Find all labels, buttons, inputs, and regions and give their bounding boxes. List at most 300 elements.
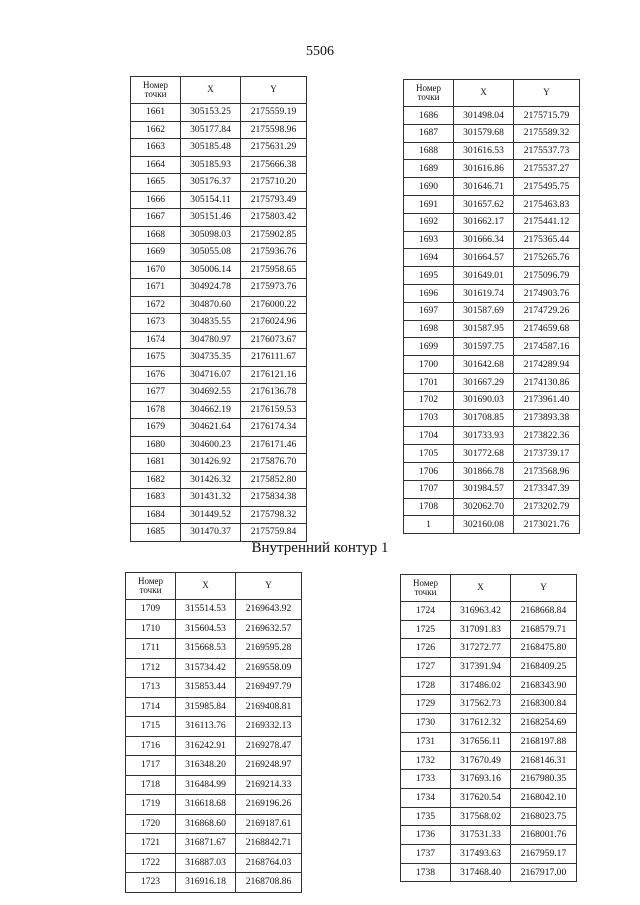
y-cell: 2169248.97 <box>236 756 302 776</box>
y-cell: 2175096.79 <box>514 267 580 285</box>
y-cell: 2167917.00 <box>511 863 577 882</box>
x-cell: 316916.18 <box>176 873 236 893</box>
point-number-cell: 1733 <box>401 770 451 789</box>
header-point-number-line2: точки <box>414 587 437 597</box>
y-cell: 2176024.96 <box>241 314 307 332</box>
y-cell: 2175441.12 <box>514 213 580 231</box>
table-row <box>131 156 307 174</box>
coordinates-table-4 <box>400 574 577 882</box>
point-number-cell: 1738 <box>401 863 451 882</box>
point-number-cell: 1680 <box>131 436 181 454</box>
table-row <box>401 770 577 789</box>
y-cell: 2169643.92 <box>236 600 302 620</box>
y-cell: 2175936.76 <box>241 244 307 262</box>
y-cell: 2175365.44 <box>514 231 580 249</box>
y-cell: 2168475.80 <box>511 639 577 658</box>
y-cell: 2175902.85 <box>241 226 307 244</box>
y-cell: 2174130.86 <box>514 373 580 391</box>
table-row <box>131 121 307 139</box>
point-number-cell: 1664 <box>131 156 181 174</box>
header-x: X <box>454 80 514 107</box>
table-row <box>401 863 577 882</box>
x-cell: 317612.32 <box>451 714 511 733</box>
point-number-cell: 1732 <box>401 751 451 770</box>
table-row <box>404 427 580 445</box>
point-number-cell: 1665 <box>131 174 181 192</box>
point-number-cell: 1696 <box>404 284 454 302</box>
x-cell: 305055.08 <box>181 244 241 262</box>
point-number-cell: 1730 <box>401 714 451 733</box>
point-number-cell: 1711 <box>126 639 176 659</box>
x-cell: 316887.03 <box>176 853 236 873</box>
point-number-cell: 1675 <box>131 349 181 367</box>
x-cell: 317493.63 <box>451 844 511 863</box>
table-row <box>404 302 580 320</box>
point-number-cell: 1682 <box>131 471 181 489</box>
point-number-cell: 1715 <box>126 717 176 737</box>
table-row <box>404 498 580 516</box>
y-cell: 2173822.36 <box>514 427 580 445</box>
point-number-cell: 1737 <box>401 844 451 863</box>
point-number-cell: 1674 <box>131 331 181 349</box>
y-cell: 2175598.96 <box>241 121 307 139</box>
table-row <box>131 279 307 297</box>
x-cell: 317091.83 <box>451 620 511 639</box>
table-row <box>131 349 307 367</box>
y-cell: 2176073.67 <box>241 331 307 349</box>
x-cell: 301426.92 <box>181 454 241 472</box>
x-cell: 317670.49 <box>451 751 511 770</box>
y-cell: 2169187.61 <box>236 814 302 834</box>
table-row <box>404 124 580 142</box>
x-cell: 317562.73 <box>451 695 511 714</box>
y-cell: 2176171.46 <box>241 436 307 454</box>
x-cell: 305176.37 <box>181 174 241 192</box>
x-cell: 302062.70 <box>454 498 514 516</box>
point-number-cell: 1716 <box>126 736 176 756</box>
y-cell: 2175265.76 <box>514 249 580 267</box>
point-number-cell: 1698 <box>404 320 454 338</box>
header-point-number-line2: точки <box>139 585 162 595</box>
table-row <box>126 697 302 717</box>
table-row <box>126 619 302 639</box>
table-row <box>404 480 580 498</box>
table-row <box>401 602 577 621</box>
y-cell: 2168001.76 <box>511 826 577 845</box>
table-row <box>131 139 307 157</box>
table-row <box>131 209 307 227</box>
x-cell: 301866.78 <box>454 462 514 480</box>
x-cell: 315734.42 <box>176 658 236 678</box>
point-number-cell: 1695 <box>404 267 454 285</box>
x-cell: 304835.55 <box>181 314 241 332</box>
table-row <box>404 249 580 267</box>
y-cell: 2173347.39 <box>514 480 580 498</box>
x-cell: 317468.40 <box>451 863 511 882</box>
coordinates-table-3 <box>125 572 302 893</box>
x-cell: 301772.68 <box>454 445 514 463</box>
table-row <box>401 639 577 658</box>
table-row <box>401 807 577 826</box>
y-cell: 2168409.25 <box>511 658 577 677</box>
x-cell: 301657.62 <box>454 195 514 213</box>
table-header-row <box>126 573 302 600</box>
x-cell: 316348.20 <box>176 756 236 776</box>
x-cell: 304924.78 <box>181 279 241 297</box>
x-cell: 301431.32 <box>181 489 241 507</box>
table-row <box>131 436 307 454</box>
x-cell: 301984.57 <box>454 480 514 498</box>
table-row <box>404 409 580 427</box>
table-row <box>404 142 580 160</box>
y-cell: 2176159.53 <box>241 401 307 419</box>
table-row <box>131 314 307 332</box>
table-row <box>401 788 577 807</box>
point-number-cell: 1662 <box>131 121 181 139</box>
table-row <box>404 445 580 463</box>
table-row <box>404 178 580 196</box>
point-number-cell: 1706 <box>404 462 454 480</box>
x-cell: 316113.76 <box>176 717 236 737</box>
point-number-cell: 1701 <box>404 373 454 391</box>
y-cell: 2169497.79 <box>236 678 302 698</box>
y-cell: 2173739.17 <box>514 445 580 463</box>
x-cell: 304621.64 <box>181 419 241 437</box>
point-number-cell: 1685 <box>131 524 181 542</box>
table-row <box>131 471 307 489</box>
point-number-cell: 1683 <box>131 489 181 507</box>
table-row <box>401 732 577 751</box>
x-cell: 305006.14 <box>181 261 241 279</box>
table-row <box>131 174 307 192</box>
y-cell: 2175537.73 <box>514 142 580 160</box>
point-number-cell: 1726 <box>401 639 451 658</box>
coordinates-table-2 <box>403 79 580 534</box>
x-cell: 301449.52 <box>181 506 241 524</box>
table-row <box>404 391 580 409</box>
point-number-cell: 1689 <box>404 160 454 178</box>
point-number-cell: 1714 <box>126 697 176 717</box>
y-cell: 2168254.69 <box>511 714 577 733</box>
point-number-cell: 1678 <box>131 401 181 419</box>
table-header-row <box>401 575 577 602</box>
x-cell: 305151.46 <box>181 209 241 227</box>
point-number-cell: 1687 <box>404 124 454 142</box>
table-row <box>131 226 307 244</box>
point-number-cell: 1720 <box>126 814 176 834</box>
y-cell: 2169408.81 <box>236 697 302 717</box>
y-cell: 2167980.35 <box>511 770 577 789</box>
table-row <box>131 366 307 384</box>
y-cell: 2174729.26 <box>514 302 580 320</box>
y-cell: 2173893.38 <box>514 409 580 427</box>
table-row <box>126 600 302 620</box>
x-cell: 315604.53 <box>176 619 236 639</box>
y-cell: 2168197.88 <box>511 732 577 751</box>
x-cell: 317486.02 <box>451 676 511 695</box>
point-number-cell: 1693 <box>404 231 454 249</box>
point-number-cell: 1736 <box>401 826 451 845</box>
table-row <box>126 853 302 873</box>
table-row <box>401 751 577 770</box>
point-number-cell: 1667 <box>131 209 181 227</box>
x-cell: 305154.11 <box>181 191 241 209</box>
table-row <box>401 695 577 714</box>
x-cell: 305153.25 <box>181 104 241 122</box>
point-number-cell: 1728 <box>401 676 451 695</box>
x-cell: 304870.60 <box>181 296 241 314</box>
y-cell: 2175589.32 <box>514 124 580 142</box>
x-cell: 304716.07 <box>181 366 241 384</box>
x-cell: 302160.08 <box>454 516 514 534</box>
point-number-cell: 1686 <box>404 107 454 125</box>
y-cell: 2169595.28 <box>236 639 302 659</box>
table-row <box>126 678 302 698</box>
table-row <box>131 191 307 209</box>
point-number-cell: 1718 <box>126 775 176 795</box>
table-row <box>126 795 302 815</box>
table-row <box>126 639 302 659</box>
y-cell: 2175463.83 <box>514 195 580 213</box>
header-point-number-line2: точки <box>144 89 167 99</box>
x-cell: 316242.91 <box>176 736 236 756</box>
table-row <box>126 736 302 756</box>
point-number-cell: 1670 <box>131 261 181 279</box>
x-cell: 316868.60 <box>176 814 236 834</box>
y-cell: 2169214.33 <box>236 775 302 795</box>
point-number-cell: 1669 <box>131 244 181 262</box>
x-cell: 301662.17 <box>454 213 514 231</box>
header-x: X <box>451 575 511 602</box>
y-cell: 2176174.34 <box>241 419 307 437</box>
table-row <box>126 717 302 737</box>
x-cell: 301587.69 <box>454 302 514 320</box>
y-cell: 2175852.80 <box>241 471 307 489</box>
y-cell: 2169332.13 <box>236 717 302 737</box>
point-number-cell: 1709 <box>126 600 176 620</box>
point-number-cell: 1684 <box>131 506 181 524</box>
y-cell: 2175793.49 <box>241 191 307 209</box>
point-number-cell: 1668 <box>131 226 181 244</box>
header-y: Y <box>236 573 302 600</box>
table-row <box>126 873 302 893</box>
table-row <box>126 814 302 834</box>
point-number-cell: 1 <box>404 516 454 534</box>
y-cell: 2169558.09 <box>236 658 302 678</box>
point-number-cell: 1734 <box>401 788 451 807</box>
x-cell: 301597.75 <box>454 338 514 356</box>
x-cell: 315514.53 <box>176 600 236 620</box>
table-row <box>401 826 577 845</box>
y-cell: 2168708.86 <box>236 873 302 893</box>
table-row <box>131 506 307 524</box>
x-cell: 301646.71 <box>454 178 514 196</box>
x-cell: 301733.93 <box>454 427 514 445</box>
table-row <box>404 284 580 302</box>
y-cell: 2174659.68 <box>514 320 580 338</box>
x-cell: 305098.03 <box>181 226 241 244</box>
x-cell: 301579.68 <box>454 124 514 142</box>
coordinates-table-1 <box>130 76 307 542</box>
table-row <box>401 714 577 733</box>
table-row <box>131 401 307 419</box>
x-cell: 301470.37 <box>181 524 241 542</box>
section-title: Внутренний контур 1 <box>251 540 389 556</box>
point-number-cell: 1722 <box>126 853 176 873</box>
table-row <box>131 104 307 122</box>
y-cell: 2176136.78 <box>241 384 307 402</box>
table-row <box>131 261 307 279</box>
x-cell: 301667.29 <box>454 373 514 391</box>
y-cell: 2175710.20 <box>241 174 307 192</box>
table-header-row <box>404 80 580 107</box>
point-number-cell: 1719 <box>126 795 176 815</box>
table-row <box>131 419 307 437</box>
y-cell: 2173961.40 <box>514 391 580 409</box>
point-number-cell: 1699 <box>404 338 454 356</box>
header-point-number-line2: точки <box>417 92 440 102</box>
table-row <box>404 320 580 338</box>
x-cell: 301690.03 <box>454 391 514 409</box>
y-cell: 2175834.38 <box>241 489 307 507</box>
point-number-cell: 1727 <box>401 658 451 677</box>
y-cell: 2175973.76 <box>241 279 307 297</box>
table-row <box>404 195 580 213</box>
table-row <box>401 676 577 695</box>
x-cell: 304600.23 <box>181 436 241 454</box>
table-row <box>126 775 302 795</box>
y-cell: 2173021.76 <box>514 516 580 534</box>
x-cell: 301616.86 <box>454 160 514 178</box>
x-cell: 304692.55 <box>181 384 241 402</box>
point-number-cell: 1661 <box>131 104 181 122</box>
table-row <box>404 516 580 534</box>
x-cell: 317531.33 <box>451 826 511 845</box>
x-cell: 301708.85 <box>454 409 514 427</box>
y-cell: 2175876.70 <box>241 454 307 472</box>
y-cell: 2167959.17 <box>511 844 577 863</box>
y-cell: 2175958.65 <box>241 261 307 279</box>
table-row <box>404 338 580 356</box>
point-number-cell: 1705 <box>404 445 454 463</box>
point-number-cell: 1723 <box>126 873 176 893</box>
point-number-cell: 1700 <box>404 356 454 374</box>
table-row <box>404 373 580 391</box>
y-cell: 2173202.79 <box>514 498 580 516</box>
y-cell: 2168579.71 <box>511 620 577 639</box>
table-row <box>404 231 580 249</box>
point-number-cell: 1679 <box>131 419 181 437</box>
table-row <box>404 356 580 374</box>
y-cell: 2168764.03 <box>236 853 302 873</box>
y-cell: 2168343.90 <box>511 676 577 695</box>
header-x: X <box>181 77 241 104</box>
table-row <box>404 213 580 231</box>
y-cell: 2175803.42 <box>241 209 307 227</box>
point-number-cell: 1713 <box>126 678 176 698</box>
table-row <box>401 658 577 677</box>
table-row <box>131 296 307 314</box>
point-number-cell: 1717 <box>126 756 176 776</box>
table-row <box>131 384 307 402</box>
y-cell: 2176000.22 <box>241 296 307 314</box>
y-cell: 2175715.79 <box>514 107 580 125</box>
point-number-cell: 1688 <box>404 142 454 160</box>
header-point-number <box>126 573 176 600</box>
y-cell: 2168023.75 <box>511 807 577 826</box>
point-number-cell: 1721 <box>126 834 176 854</box>
table-row <box>126 834 302 854</box>
table-row <box>404 462 580 480</box>
header-point-number-line1: Номер <box>137 575 164 586</box>
point-number-cell: 1710 <box>126 619 176 639</box>
point-number-cell: 1677 <box>131 384 181 402</box>
y-cell: 2168842.71 <box>236 834 302 854</box>
x-cell: 301666.34 <box>454 231 514 249</box>
x-cell: 315668.53 <box>176 639 236 659</box>
header-point-number <box>401 575 451 602</box>
point-number-cell: 1681 <box>131 454 181 472</box>
x-cell: 304780.97 <box>181 331 241 349</box>
y-cell: 2175537.27 <box>514 160 580 178</box>
x-cell: 301616.53 <box>454 142 514 160</box>
x-cell: 305177.84 <box>181 121 241 139</box>
x-cell: 304735.35 <box>181 349 241 367</box>
x-cell: 301426.32 <box>181 471 241 489</box>
y-cell: 2175631.29 <box>241 139 307 157</box>
point-number-cell: 1731 <box>401 732 451 751</box>
y-cell: 2175666.38 <box>241 156 307 174</box>
header-x: X <box>176 573 236 600</box>
point-number-cell: 1735 <box>401 807 451 826</box>
x-cell: 317568.02 <box>451 807 511 826</box>
point-number-cell: 1672 <box>131 296 181 314</box>
y-cell: 2169278.47 <box>236 736 302 756</box>
point-number-cell: 1671 <box>131 279 181 297</box>
table-row <box>401 844 577 863</box>
y-cell: 2168668.84 <box>511 602 577 621</box>
y-cell: 2173568.96 <box>514 462 580 480</box>
point-number-cell: 1692 <box>404 213 454 231</box>
y-cell: 2168146.31 <box>511 751 577 770</box>
table-row <box>126 658 302 678</box>
table-header-row <box>131 77 307 104</box>
x-cell: 315853.44 <box>176 678 236 698</box>
y-cell: 2175759.84 <box>241 524 307 542</box>
point-number-cell: 1708 <box>404 498 454 516</box>
table-row <box>126 756 302 776</box>
point-number-cell: 1697 <box>404 302 454 320</box>
y-cell: 2175559.19 <box>241 104 307 122</box>
x-cell: 301649.01 <box>454 267 514 285</box>
y-cell: 2175495.75 <box>514 178 580 196</box>
point-number-cell: 1666 <box>131 191 181 209</box>
x-cell: 301498.04 <box>454 107 514 125</box>
point-number-cell: 1704 <box>404 427 454 445</box>
x-cell: 301664.57 <box>454 249 514 267</box>
table-row <box>131 244 307 262</box>
x-cell: 317693.16 <box>451 770 511 789</box>
x-cell: 305185.48 <box>181 139 241 157</box>
point-number-cell: 1725 <box>401 620 451 639</box>
x-cell: 316484.99 <box>176 775 236 795</box>
point-number-cell: 1724 <box>401 602 451 621</box>
x-cell: 305185.93 <box>181 156 241 174</box>
table-row <box>401 620 577 639</box>
x-cell: 301619.74 <box>454 284 514 302</box>
point-number-cell: 1703 <box>404 409 454 427</box>
y-cell: 2175798.32 <box>241 506 307 524</box>
